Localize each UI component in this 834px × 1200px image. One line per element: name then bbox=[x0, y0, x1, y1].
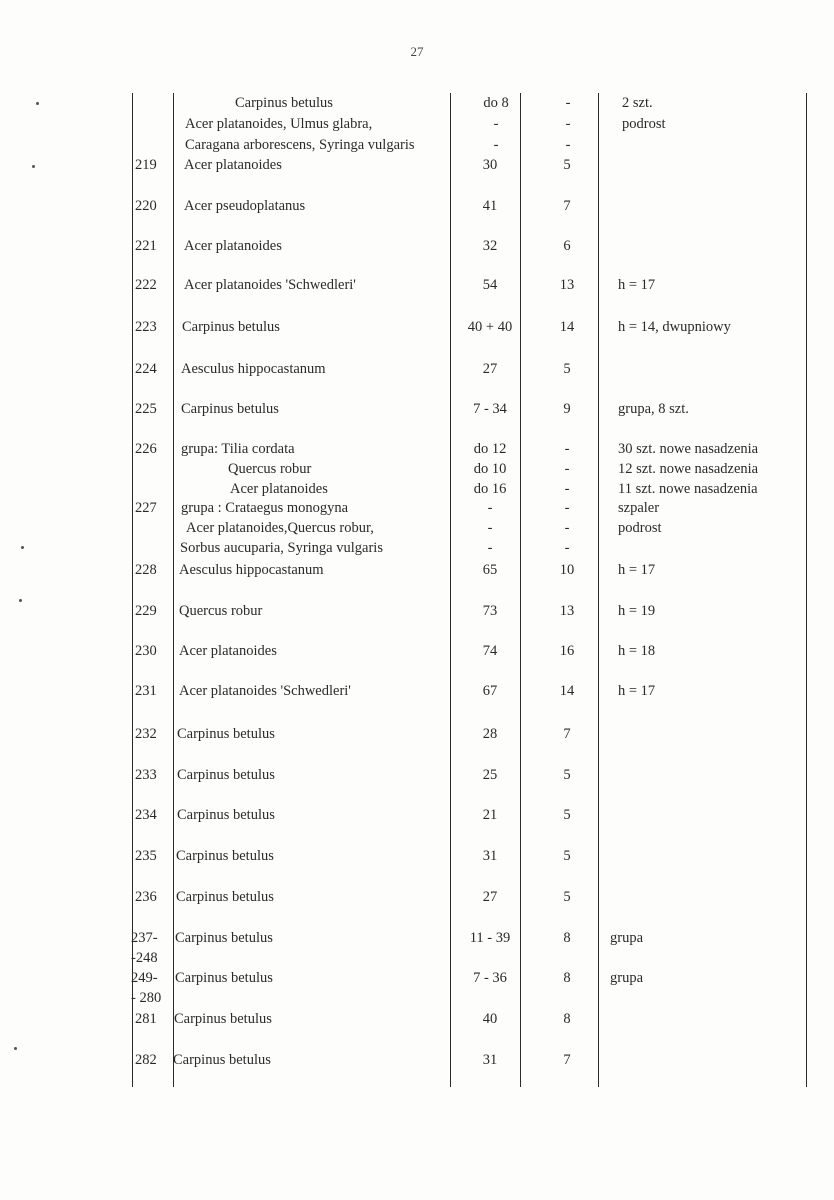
row-number: 219 bbox=[135, 157, 157, 173]
species-name: grupa : Crataegus monogyna bbox=[181, 500, 349, 516]
scan-speck bbox=[32, 165, 35, 168]
trunk-diameter: 21 bbox=[482, 807, 498, 823]
trunk-diameter: 7 - 34 bbox=[473, 401, 507, 417]
row-number: 226 bbox=[135, 441, 157, 457]
trunk-diameter: 74 bbox=[482, 643, 498, 659]
remarks: grupa bbox=[610, 930, 644, 946]
remarks: 2 szt. bbox=[622, 95, 653, 111]
tree-height: 5 bbox=[563, 889, 571, 905]
trunk-diameter: 40 + 40 bbox=[467, 319, 513, 335]
species-name: Acer platanoides bbox=[230, 481, 328, 497]
remarks: h = 14, dwupniowy bbox=[618, 319, 731, 335]
row-number: 234 bbox=[135, 807, 157, 823]
tree-height: 7 bbox=[563, 198, 571, 214]
row-number: 235 bbox=[135, 848, 157, 864]
row-number: 222 bbox=[135, 277, 157, 293]
tree-height: - bbox=[565, 137, 571, 153]
scan-speck bbox=[21, 546, 24, 549]
tree-height: - bbox=[564, 540, 570, 556]
remarks: 12 szt. nowe nasadzenia bbox=[618, 461, 759, 477]
tree-height: 5 bbox=[563, 767, 571, 783]
row-number: 221 bbox=[135, 238, 157, 254]
trunk-diameter: 31 bbox=[482, 848, 498, 864]
species-name: Carpinus betulus bbox=[182, 319, 280, 335]
species-name: Aesculus hippocastanum bbox=[179, 562, 324, 578]
tree-height: - bbox=[565, 95, 571, 111]
remarks: grupa bbox=[610, 970, 644, 986]
row-number: 223 bbox=[135, 319, 157, 335]
species-name: Carpinus betulus bbox=[175, 970, 273, 986]
trunk-diameter: 67 bbox=[482, 683, 498, 699]
tree-height: 8 bbox=[563, 970, 571, 986]
tree-height: - bbox=[564, 461, 570, 477]
species-name: Carpinus betulus bbox=[181, 401, 279, 417]
trunk-diameter: - bbox=[487, 520, 493, 536]
tree-height: 14 bbox=[559, 319, 575, 335]
tree-height: 10 bbox=[559, 562, 575, 578]
row-number: 231 bbox=[135, 683, 157, 699]
remarks: podrost bbox=[622, 116, 666, 132]
trunk-diameter: 7 - 36 bbox=[473, 970, 507, 986]
species-name: Acer platanoides,Quercus robur, bbox=[186, 520, 374, 536]
scan-speck bbox=[14, 1047, 17, 1050]
tree-height: 14 bbox=[559, 683, 575, 699]
row-number: 282 bbox=[135, 1052, 157, 1068]
trunk-diameter: - bbox=[487, 540, 493, 556]
column-divider-number bbox=[173, 93, 174, 1087]
tree-height: 8 bbox=[563, 930, 571, 946]
row-number: 249- bbox=[131, 970, 158, 986]
row-number-continued: -248 bbox=[131, 950, 158, 966]
scan-speck bbox=[19, 599, 22, 602]
trunk-diameter: do 16 bbox=[473, 481, 507, 497]
species-name: Acer platanoides bbox=[184, 157, 282, 173]
page-number: 27 bbox=[410, 44, 424, 59]
trunk-diameter: 30 bbox=[482, 157, 498, 173]
tree-height: 13 bbox=[559, 603, 575, 619]
remarks: h = 18 bbox=[618, 643, 656, 659]
row-number: 233 bbox=[135, 767, 157, 783]
row-number: 230 bbox=[135, 643, 157, 659]
trunk-diameter: 54 bbox=[482, 277, 498, 293]
row-number: 281 bbox=[135, 1011, 157, 1027]
trunk-diameter: 73 bbox=[482, 603, 498, 619]
tree-height: 7 bbox=[563, 726, 571, 742]
remarks: 11 szt. nowe nasadzenia bbox=[618, 481, 758, 497]
remarks: szpaler bbox=[618, 500, 660, 516]
trunk-diameter: 41 bbox=[482, 198, 498, 214]
tree-height: 16 bbox=[559, 643, 575, 659]
table-right-border bbox=[806, 93, 807, 1087]
trunk-diameter: 28 bbox=[482, 726, 498, 742]
remarks: podrost bbox=[618, 520, 662, 536]
trunk-diameter: 65 bbox=[482, 562, 498, 578]
tree-height: - bbox=[564, 481, 570, 497]
trunk-diameter: 11 - 39 bbox=[469, 930, 511, 946]
species-name: Quercus robur bbox=[228, 461, 312, 477]
species-name: Caragana arborescens, Syringa vulgaris bbox=[185, 137, 415, 153]
trunk-diameter: 27 bbox=[482, 361, 498, 377]
species-name: Acer platanoides 'Schwedleri' bbox=[184, 277, 356, 293]
species-name: Carpinus betulus bbox=[176, 848, 274, 864]
species-name: Acer platanoides 'Schwedleri' bbox=[179, 683, 351, 699]
tree-height: 9 bbox=[563, 401, 571, 417]
tree-height: 8 bbox=[563, 1011, 571, 1027]
row-number: 232 bbox=[135, 726, 157, 742]
trunk-diameter: - bbox=[493, 137, 499, 153]
trunk-diameter: 25 bbox=[482, 767, 498, 783]
tree-height: 5 bbox=[563, 157, 571, 173]
tree-height: 5 bbox=[563, 848, 571, 864]
species-name: grupa: Tilia cordata bbox=[181, 441, 295, 457]
species-name: Carpinus betulus bbox=[174, 1011, 272, 1027]
row-number: 224 bbox=[135, 361, 157, 377]
trunk-diameter: 31 bbox=[482, 1052, 498, 1068]
trunk-diameter: 27 bbox=[482, 889, 498, 905]
remarks: h = 17 bbox=[618, 683, 656, 699]
species-name: Carpinus betulus bbox=[173, 1052, 271, 1068]
trunk-diameter: 40 bbox=[482, 1011, 498, 1027]
species-name: Carpinus betulus bbox=[235, 95, 333, 111]
scan-speck bbox=[36, 102, 39, 105]
species-name: Sorbus aucuparia, Syringa vulgaris bbox=[180, 540, 383, 556]
remarks: grupa, 8 szt. bbox=[618, 401, 689, 417]
tree-height: 6 bbox=[563, 238, 571, 254]
trunk-diameter: - bbox=[487, 500, 493, 516]
species-name: Quercus robur bbox=[179, 603, 263, 619]
tree-height: - bbox=[565, 116, 571, 132]
remarks: h = 19 bbox=[618, 603, 656, 619]
tree-height: 5 bbox=[563, 361, 571, 377]
tree-height: - bbox=[564, 500, 570, 516]
row-number: 228 bbox=[135, 562, 157, 578]
row-number: 225 bbox=[135, 401, 157, 417]
species-name: Carpinus betulus bbox=[176, 889, 274, 905]
row-number: 236 bbox=[135, 889, 157, 905]
tree-height: 5 bbox=[563, 807, 571, 823]
species-name: Carpinus betulus bbox=[177, 767, 275, 783]
row-number: 220 bbox=[135, 198, 157, 214]
row-number: 227 bbox=[135, 500, 157, 516]
species-name: Carpinus betulus bbox=[177, 807, 275, 823]
species-name: Acer platanoides bbox=[179, 643, 277, 659]
trunk-diameter: do 8 bbox=[483, 95, 509, 111]
row-number-continued: - 280 bbox=[131, 990, 162, 1006]
species-name: Carpinus betulus bbox=[177, 726, 275, 742]
tree-height: 7 bbox=[563, 1052, 571, 1068]
species-name: Acer pseudoplatanus bbox=[184, 198, 306, 214]
species-name: Aesculus hippocastanum bbox=[181, 361, 326, 377]
remarks: h = 17 bbox=[618, 562, 656, 578]
trunk-diameter: do 10 bbox=[473, 461, 507, 477]
trunk-diameter: do 12 bbox=[473, 441, 507, 457]
trunk-diameter: 32 bbox=[482, 238, 498, 254]
trunk-diameter: - bbox=[493, 116, 499, 132]
column-divider-name bbox=[450, 93, 451, 1087]
tree-height: - bbox=[564, 441, 570, 457]
tree-height: - bbox=[564, 520, 570, 536]
species-name: Acer platanoides bbox=[184, 238, 282, 254]
row-number: 237- bbox=[131, 930, 158, 946]
remarks: 30 szt. nowe nasadzenia bbox=[618, 441, 759, 457]
species-name: Acer platanoides, Ulmus glabra, bbox=[185, 116, 373, 132]
remarks: h = 17 bbox=[618, 277, 656, 293]
species-name: Carpinus betulus bbox=[175, 930, 273, 946]
tree-height: 13 bbox=[559, 277, 575, 293]
row-number: 229 bbox=[135, 603, 157, 619]
